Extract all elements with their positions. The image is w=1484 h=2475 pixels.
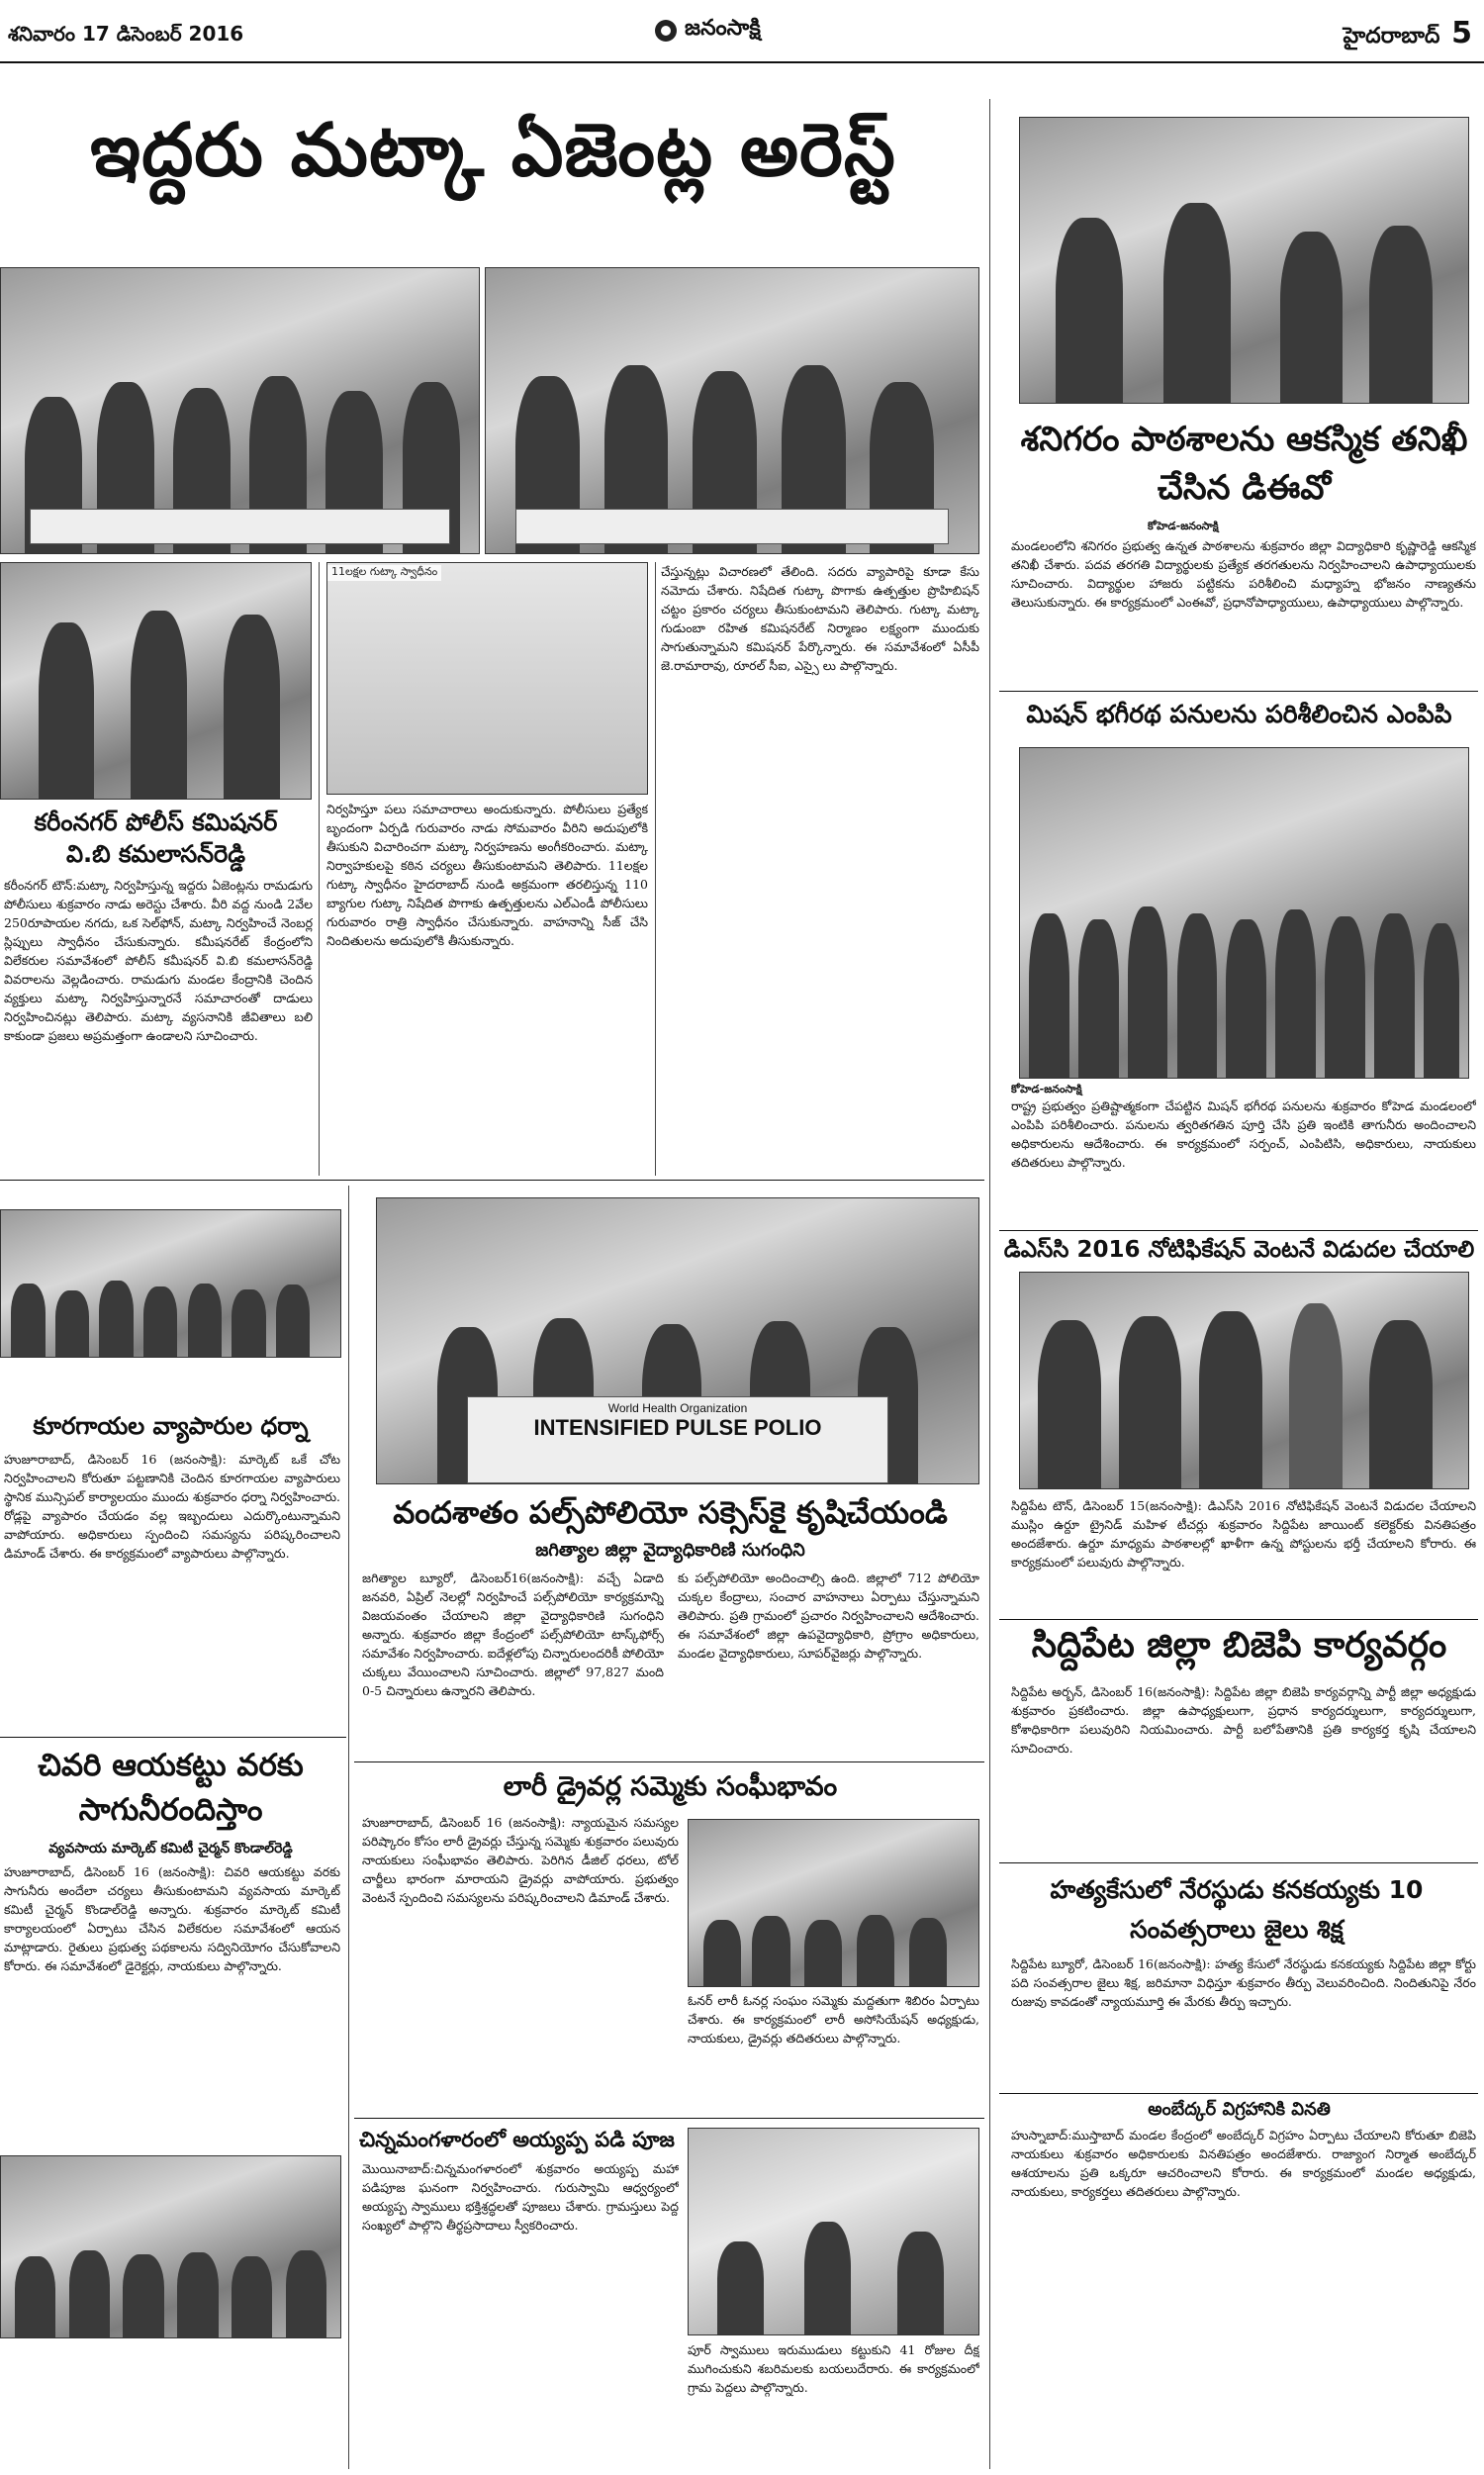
irrigation-subhead: వ్యవసాయ మార్కెట్ కమిటీ చైర్మన్ కొండాల్‌రెడ్డి [48,1841,293,1856]
polio-banner: INTENSIFIED PULSE POLIO [533,1414,822,1440]
mission-headline: మిషన్ భగీరథ పనులను పరిశీలించిన ఎంపిపి [1026,700,1452,728]
logo-mark-icon [653,18,679,44]
school-headline: శనిగరం పాఠశాలను ఆకస్మిక తనిఖీ చేసిన డిఈవో [1020,420,1468,509]
polio-body-col1: జగిత్యాల బ్యూరో, డిసెంబర్16(జనంసాక్షి): వచ్చే ఏడాది జనవరి, ఏప్రిల్ నెలల్లో నిర్వహించే పల్స్‌పోలియో కార్యక్రమాన్ని విజయవంతం చేయాలని జిల్లా వైద్యాధికారిణి సుగంధిని అన్నారు. శుక్రవారం జిల్లా కేంద్రంలో పల్స్‌పోలియో టాస్క్‌ఫోర్స్ సమావేశం నిర్వహించారు. ఐదేళ్లలోపు చిన్నారులందరికీ పోలియో చుక్కలు వేయించాలని సూచించారు. జిల్లాలో 97,827 మంది 0-5 చిన్నారులు ఉన్నారని తెలిపారు. [362,1571,664,1698]
paper-name: జనంసాక్షి [685,16,761,41]
school-body: మండలంలోని శనిగరం ప్రభుత్వ ఉన్నత పాఠశాలను శుక్రవారం జిల్లా విద్యాధికారి కృష్ణారెడ్డి ఆకస్మిక తనిఖీ చేశారు. పదవ తరగతి విద్యార్థులకు ప్రత్యేక తరగతులను నిర్వహించాలని ఉపాధ్యాయులకు సూచించారు. విద్యార్థుల హాజరు పట్టికను పరిశీలించి మధ్యాహ్న భోజనం నాణ్యతను తెలుసుకున్నారు. ఈ కార్యక్రమంలో ఎంఈవో, ప్రధానోపాధ్యాయులు, ఉపాధ్యాయులు పాల్గొన్నారు. [1011,538,1476,610]
bjp-body: సిద్దిపేట అర్బన్, డిసెంబర్ 16(జనంసాక్షి): సిద్దిపేట జిల్లా బిజెపి కార్యవర్గాన్ని పార్టీ జిల్లా అధ్యక్షుడు శుక్రవారం ప్రకటించారు. జిల్లా ఉపాధ్యక్షులుగా, ప్రధాన కార్యదర్శులుగా, కార్యదర్శులుగా, కోశాధికారిగా పలువురిని నియమించారు. పార్టీ బలోపేతానికి ప్రతి కార్యకర్త కృషి చేయాలని సూచించారు. [1011,1684,1476,1756]
masthead [0,0,1484,63]
gutka-photo-label: 11లక్షల గుట్కా స్వాధీనం [327,565,441,581]
dsc-headline: డిఎస్‌సి 2016 నోటిఫికేషన్ వెంటనే విడుదల చేయాలి [1003,1237,1475,1263]
masthead-date: శనివారం 17 డిసెంబర్ 2016 [8,22,244,46]
masthead-rule [0,61,1484,63]
dsc-photo [1019,1272,1469,1489]
lead-body-col1: కరీంనగర్ టౌన్:మట్కా నిర్వహిస్తున్న ఇద్దరు ఏజెంట్లను రామడుగు పోలీసులు శుక్రవారం నాడు అరెస్టు చేశారు. వీరి వద్ద నుండి 2వేల 250రూపాయల నగదు, ఒక సెల్‌ఫోన్, మట్కా నిర్వహించే నెంబర్ల స్లిప్పులు స్వాధీనం చేసుకున్నారు. కమీషనరేట్ కేంద్రంలోని విలేకరుల సమావేశంలో పోలీస్ కమీషనర్ వి.బి కమలాసన్‌రెడ్డి వివరాలను వెల్లడించారు. రామడుగు మండల కేంద్రానికి చెందిన వ్యక్తులు మట్కా నిర్వహిస్తున్నారనే సమాచారంతో దాడులు నిర్వహించినట్లు తెలిపారు. మట్కా వ్యసనానికి జీవితాలు బలి కాకుండా ప్రజలు అప్రమత్తంగా ఉండాలని సూచించారు. [4,878,313,1043]
lorry-headline: లారీ డ్రైవర్ల సమ్మెకు సంఘీభావం [503,1771,838,1802]
page-number: 5 [1451,16,1472,50]
polio-banner-org: World Health Organization [607,1400,748,1415]
dharna-photo [0,1209,341,1358]
commissioner-caption-title: కరీంనగర్ పోలీస్ కమిషనర్ [34,809,278,836]
dharna-headline: కూరగాయల వ్యాపారుల ధర్నా [33,1412,309,1440]
lorry-photo [688,1819,979,1987]
ayyappa-photo [688,2128,979,2335]
school-caption: కోహెడ-జనంసాక్షి [1148,520,1219,532]
ambedkar-headline: అంబేద్కర్ విగ్రహానికి వినతి [1148,2099,1331,2120]
mission-body: రాష్ట్ర ప్రభుత్వం ప్రతిష్టాత్మకంగా చేపట్టిన మిషన్ భగీరథ పనులను శుక్రవారం కోహెడ మండలంలో ఎంపిపి పరిశీలించారు. పనులను త్వరితగతిన పూర్తి చేసి ప్రతి ఇంటికి తాగునీరు అందించాలని అధికారులను ఆదేశించారు. ఈ కార్యక్రమంలో సర్పంచ్, ఎంపిటిసి, అధికారులు, నాయకులు తదితరులు పాల్గొన్నారు. [1011,1098,1476,1170]
irrigation-body: హుజూరాబాద్, డిసెంబర్ 16 (జనంసాక్షి): చివరి ఆయకట్టు వరకు సాగునీరు అందేలా చర్యలు తీసుకుంటామని వ్యవసాయ మార్కెట్ కమిటీ చైర్మన్ కొండాల్‌రెడ్డి అన్నారు. శుక్రవారం మార్కెట్ కమిటీ కార్యాలయంలో ఏర్పాటు చేసిన విలేకరుల సమావేశంలో ఆయన మాట్లాడారు. రైతులు ప్రభుత్వ పథకాలను సద్వినియోగం చేసుకోవాలని కోరారు. ఈ సమావేశంలో డైరెక్టర్లు, నాయకులు పాల్గొన్నారు. [4,1864,340,1973]
ayyappa-headline: చిన్నమంగళారంలో అయ్యప్ప పడి పూజ [359,2128,675,2151]
dharna-body: హుజూరాబాద్, డిసెంబర్ 16 (జనంసాక్షి): మార్కెట్ ఒకే చోట నిర్వహించాలని కోరుతూ పట్టణానికి చెందిన కూరగాయల వ్యాపారులు స్థానిక మున్సిపల్ కార్యాలయం ముందు శుక్రవారం ధర్నా నిర్వహించారు. రోడ్లపై వ్యాపారం చేయడం వల్ల ఇబ్బందులు ఎదుర్కొంటున్నామని వాపోయారు. అధికారులు స్పందించి సమస్యను పరిష్కరించాలని డిమాండ్ చేశారు. ఈ కార్యక్రమంలో వ్యాపారులు పాల్గొన్నారు. [4,1452,340,1561]
edition-name: హైదరాబాద్ [1343,24,1440,48]
murder-headline: హత్యకేసులో నేరస్థుడు కనకయ్యకు 10 సంవత్సరాలు జైలు శిక్ష [1050,1875,1424,1944]
ambedkar-body: హుస్నాబాద్:ముస్తాబాద్ మండల కేంద్రంలో అంబేద్కర్ విగ్రహం ఏర్పాటు చేయాలని కోరుతూ బిజెపి నాయకులు శుక్రవారం అధికారులకు వినతిపత్రం అందజేశారు. రాజ్యాంగ నిర్మాత అంబేద్కర్ ఆశయాలను ప్రతి ఒక్కరూ ఆచరించాలని కోరారు. ఈ కార్యక్రమంలో మండల అధ్యక్షుడు, నాయకులు, కార్యకర్తలు తదితరులు పాల్గొన్నారు. [1011,2128,1476,2199]
lead-headline: ఇద్దరు మట్కా ఏజెంట్ల అరెస్ట్ [90,108,896,193]
irrigation-headline: చివరి ఆయకట్టు వరకు సాగునీరందిస్తాం [38,1748,304,1828]
gutka-photo [326,562,648,795]
school-photo [1019,117,1469,404]
polio-body-col2: కు పల్స్‌పోలియో అందించాల్సి ఉంది. జిల్లాలో 712 పోలియో చుక్కల కేంద్రాలు, సంచార వాహనాలు ఏర్పాటు చేస్తున్నామని తెలిపారు. ప్రతి గ్రామంలో ప్రచారం నిర్వహించాలని ఆదేశించారు. ఈ సమావేశంలో జిల్లా ఉపవైద్యాధికారి, ప్రోగ్రాం అధికారులు, మండల వైద్యాధికారులు, సూపర్‌వైజర్లు పాల్గొన్నారు. [678,1571,979,1661]
masthead-edition [1343,16,1472,53]
murder-body: సిద్దిపేట బ్యూరో, డిసెంబర్ 16(జనంసాక్షి): హత్య కేసులో నేరస్థుడు కనకయ్యకు సిద్దిపేట జిల్లా కోర్టు పది సంవత్సరాల జైలు శిక్ష, జరిమానా విధిస్తూ శుక్రవారం తీర్పు వెలువరించింది. నిందితునిపై నేరం రుజువు కావడంతో న్యాయమూర్తి ఈ మేరకు తీర్పు ఇచ్చారు. [1011,1956,1476,2009]
commissioner-caption-name: వి.బి కమలాసన్‌రెడ్డి [65,840,246,868]
mission-caption: కోహెడ-జనంసాక్షి [1011,1083,1082,1095]
dsc-body: సిద్దిపేట టౌన్, డిసెంబర్ 15(జనంసాక్షి): డిఎస్‌సి 2016 నోటిఫికేషన్ వెంటనే విడుదల చేయాలని ముస్లిం ఉర్దూ ట్రైనిడ్ మహిళ టీచర్లు శుక్రవారం సిద్దిపేట జాయింట్ కలెక్టర్‌కు వినతిపత్రం అందజేశారు. ఉర్దూ మాధ్యమ పాఠశాలల్లో ఖాళీగా ఉన్న పోస్టులను భర్తీ చేయాలని కోరారు. ఈ కార్యక్రమంలో పలువురు పాల్గొన్నారు. [1011,1498,1476,1570]
ayyappa-body: మొయినాబాద్:చిన్నమంగళారంలో శుక్రవారం అయ్యప్ప మహా పడిపూజ ఘనంగా నిర్వహించారు. గురుస్వామి ఆధ్వర్యంలో అయ్యప్ప స్వాములు భక్తిశ్రద్ధలతో పూజలు చేశారు. గ్రామస్తులు పెద్ద సంఖ్యలో పాల్గొని తీర్థప్రసాదాలు స్వీకరించారు. [362,2161,679,2233]
irrigation-photo [0,2155,341,2338]
polio-subhead: జగిత్యాల జిల్లా వైద్యాధికారిణి సుగంధిని [535,1540,805,1561]
lorry-body-right: ఓనర్ లారీ ఓనర్ల సంఘం సమ్మెకు మద్దతుగా శిబిరం ఏర్పాటు చేశారు. ఈ కార్యక్రమంలో లారీ అసోసియేషన్ అధ్యక్షుడు, నాయకులు, డ్రైవర్లు తదితరులు పాల్గొన్నారు. [688,1993,979,2046]
lead-body-col2: నిర్వహిస్తూ పలు సమాచారాలు అందుకున్నారు. పోలీసులు ప్రత్యేక బృందంగా ఏర్పడి గురువారం నాడు సోమవారం వీరిని అదుపులోకి తీసుకుని విచారించగా మట్కా నిర్వహణను అంగీకరించారు. మట్కా నిర్వాహకులపై కఠిన చర్యలు తీసుకుంటామని తెలిపారు. 11లక్షల గుట్కా స్వాధీనం హైదరాబాద్ నుండి అక్రమంగా తరలిస్తున్న 110 బ్యాగుల గుట్కా నిషేదిత పొగాకు ఉత్పత్తులను ఎల్‌ఎండీ పోలీసులు గురువారం రాత్రి స్వాధీనం చేసుకున్నారు. వాహనాన్ని సీజ్ చేసి నిందితులను అదుపులోకి తీసుకున్నారు. [326,802,648,948]
lead-photo-left [0,267,480,554]
lead-body-col3: చేస్తున్నట్లు విచారణలో తేలింది. సదరు వ్యాపారిపై కూడా కేసు నమోదు చేశారు. నిషేదిత గుట్కా పొగాకు ఉత్పత్తుల ప్రొహిబిషన్ చట్టం ప్రకారం చర్యలు తీసుకుంటామని తెలిపారు. గుట్కా మట్కా గుడుంబా రహిత కమిషనరేట్ నిర్మాణం లక్ష్యంగా ముందుకు సాగుతున్నామని కమిషనర్ పేర్కొన్నారు. ఈ సమావేశంలో ఏసీపీ జె.రామారావు, రూరల్ సీఐ, ఎస్సై లు పాల్గొన్నారు. [661,564,979,673]
lorry-body: హుజూరాబాద్, డిసెంబర్ 16 (జనంసాక్షి): న్యాయమైన సమస్యల పరిష్కారం కోసం లారీ డ్రైవర్లు చేస్తున్న సమ్మెకు శుక్రవారం పలువురు నాయకులు సంఘీభావం తెలిపారు. పెరిగిన డీజిల్ ధరలు, టోల్ చార్జీలు భారంగా మారాయని డ్రైవర్లు వాపోయారు. ప్రభుత్వం వెంటనే స్పందించి సమస్యలను పరిష్కరించాలని డిమాండ్ చేశారు. [362,1815,679,1905]
polio-headline: వందశాతం పల్స్‌పోలియో సక్సెస్‌కై కృషిచేయండి [393,1495,948,1531]
ayyappa-body-right: పూర్ స్వాములు ఇరుముడులు కట్టుకుని 41 రోజుల దీక్ష ముగించుకుని శబరిమలకు బయలుదేరారు. ఈ కార్యక్రమంలో గ్రామ పెద్దలు పాల్గొన్నారు. [688,2342,979,2395]
bjp-headline: సిద్దిపేట జిల్లా బిజెపి కార్యవర్గం [1031,1625,1447,1666]
lead-photo-right [485,267,979,554]
polio-photo [376,1197,979,1484]
commissioner-photo [0,562,312,800]
mission-photo [1019,747,1469,1079]
paper-logo [653,14,761,48]
